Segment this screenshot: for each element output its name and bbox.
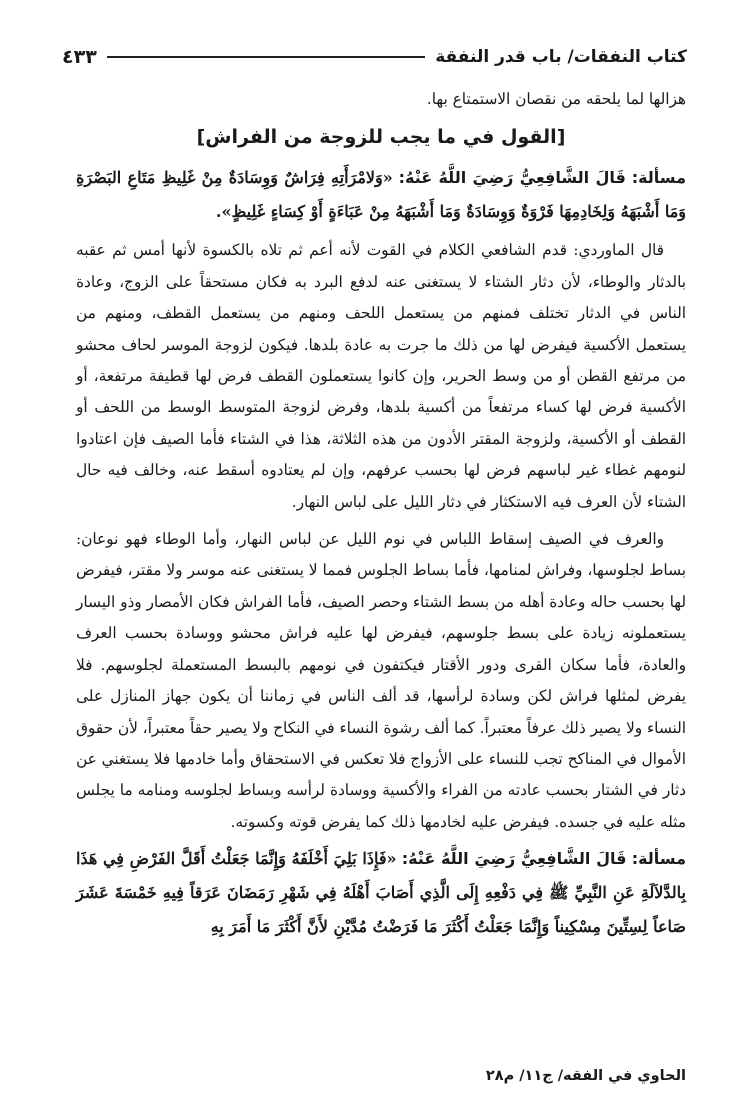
masala-1 xyxy=(76,161,686,229)
masala-quote: «وَلامْرَأَتِهِ فِرَاشٌ وَوِسَادَةٌ مِنْ غَلِيظِ مَتَاعِ البَصْرَةِ وَمَا أَشْبَهَهُ وَلِخَادِمِهَا فَرْوَةٌ وَوِسَادَةٌ وَمَا أَشْبَهَهُ مِنْ عَبَاءَةٍ أَوْ كِسَاءٍ غَلِيظٍ». xyxy=(76,168,686,222)
section-title: [القول في ما يجب للزوجة من الفراش] xyxy=(196,126,566,149)
page-body xyxy=(76,84,686,944)
top-line: هزالها لما يلحقه من نقصان الاستمتاع بها. xyxy=(426,90,686,108)
page-header xyxy=(62,40,687,74)
paragraph-mawardi: قال الماوردي: قدم الشافعي الكلام في القوت لأنه أعم ثم تلاه بالكسوة لأنها أمس ثم عقبه بالدثار والوطاء، لأن دثار الشتاء لا يستغنى عنه لدفع البرد به فكان مستحقاً على الزوج، وعادة الناس في الدثار تختلف فمنهم من يستعمل اللحف ومنهم من يستعمل القطف، ومنهم من يستعمل الأكسية فيفرض لها من ذلك ما جرت به عادة بلدها. فيكون لزوجة الموسر لحاف محشو من مرتفع القطن أو من وسط الحرير، وإن كانوا يستعملون القطف فرض لها قطيفة مرتفعة، أو الأكسية فرض لها كساء مرتفعاً من أكسية بلدها، وفرض لزوجة المتوسط الوسط من اللحف أو القطف أو الأكسية، ولزوجة المقتر الأدون من هذه الثلاثة، هذا في الشتاء فأما الصيف فإن اعتادوا لنومهم غطاء غير لباسهم فرض لها بحسب عرفهم، وإن لم يعتادوه أسقط عنه، وخالف فيه حال الشتاء لأن العرف فيه الاستكثار في دثار الليل على لباس النهار. xyxy=(76,241,686,511)
masala-2 xyxy=(76,842,686,944)
masala-label: مسألة: xyxy=(631,168,686,188)
masala-speaker: قَالَ الشَّافِعِيُّ رَضِيَ اللَّهُ عَنْهُ: xyxy=(398,168,626,188)
masala-quote: «فَإِذَا بَلِيَ أَخْلَفَهُ وَإِنَّمَا جَعَلْتُ أَقَلَّ الفَرْضِ فِي هَذَا بِالدَّلاَلَةِ عَنِ النَّبِيِّ ﷺ فِي دَفْعِهِ إِلَى الَّذِي أَصَابَ أَهْلَهُ فِي شَهْرِ رَمَضَانَ عَرَقاً فِيهِ خَمْسَةَ عَشَرَ صَاعاً لِسِتِّينَ مِسْكِيناً وَإِنَّمَا جَعَلْتُ أَكْثَرَ مَا فَرَضْتُ مُدَّيْنِ لأَنَّ أَكْثَرَ مَا أَمَرَ بِهِ xyxy=(76,849,686,937)
page-number: ٤٣٣ xyxy=(62,46,97,68)
page-footer: الحاوي في الفقه/ ج١١/ م٢٨ xyxy=(485,1068,686,1084)
masala-speaker: قَالَ الشَّافِعِيُّ رَضِيَ اللَّهُ عَنْهُ: xyxy=(401,849,627,869)
running-head: كتاب النفقات/ باب قدر النفقة xyxy=(435,47,687,67)
header-rule xyxy=(107,56,425,58)
paragraph-urf: والعرف في الصيف إسقاط اللباس في نوم الليل عن لباس النهار، وأما الوطاء فهو نوعان: بساط لجلوسها، وفراش لمنامها، فأما بساط الجلوس فمما لا يستغنى عنه موسر ولا مقتر، فيفرض لها بحسب حاله وعادة أهله من بسط الشتاء وحصر الصيف، فأما الفراش فكان الأمصار وذو اليسار يستعملونه زيادة على بسط جلوسهم، فيفرض لها عليه فراش محشو ووسادة بحسب العرف والعادة، فأما سكان القرى ودور الأقتار فيكتفون في نومهم بالبسط المستعملة لجلوسهم. فلا يفرض لمثلها فراش لكن وسادة لرأسها، قد ألف الناس في زماننا أن يكون جهاز المنازل على النساء ولا يصير ذلك عرفاً معتبراً. كما ألف رشوة النساء في النكاح ولا يصير حقاً معتبراً، لأن حقوق الأموال في المناكح تجب للنساء على الأزواج فلا تعكس في الاستحقاق وأما خادمها فلا يستغني عن دثار في الشتار بحسب عادته من الفراء والأكسية ووسادة لرأسه وبساط لجلوسه ومنامه ما يجلس مثله عليه في جسده. فيفرض عليه لخادمها ذلك كما يفرض قوته وكسوته. xyxy=(76,530,686,831)
masala-label: مسألة: xyxy=(631,849,686,869)
